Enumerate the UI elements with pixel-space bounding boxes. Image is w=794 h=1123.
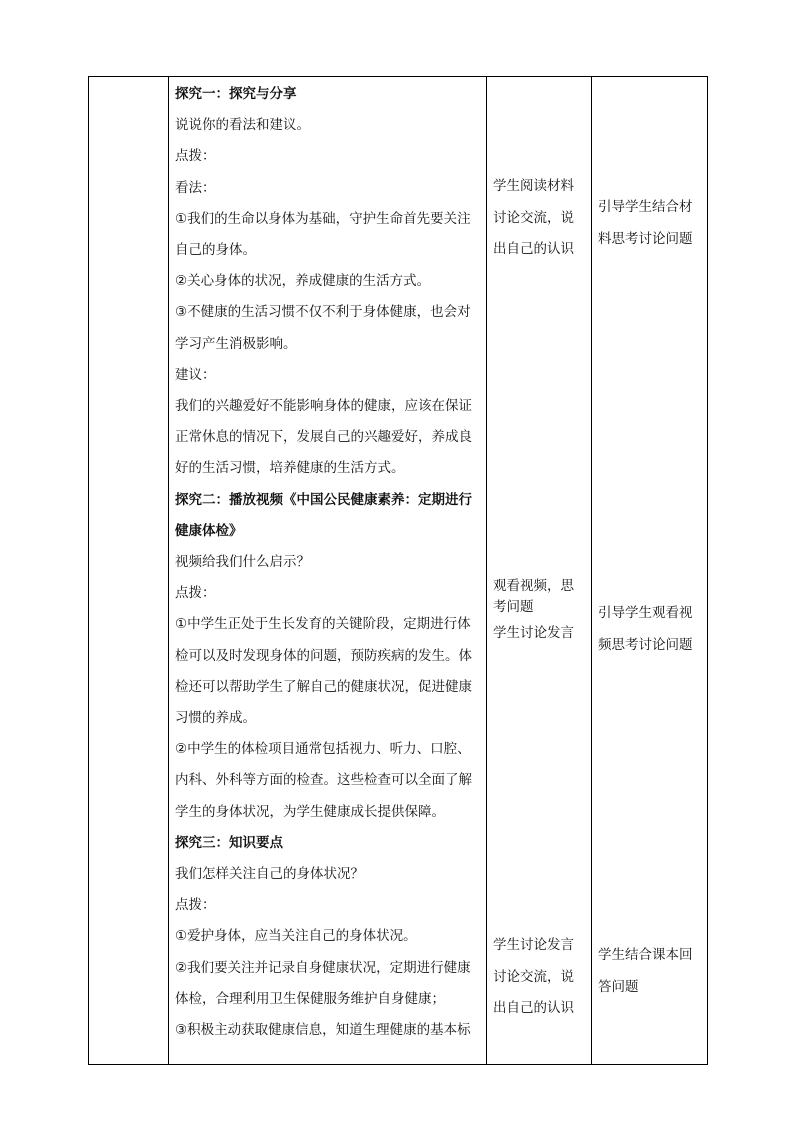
content-line: 建议： xyxy=(175,366,216,383)
student-activity-block-3 xyxy=(493,930,587,1025)
content-line: 点拨： xyxy=(175,585,216,602)
teacher-activity-block-3 xyxy=(598,940,703,1003)
content-line: 看法： xyxy=(175,179,216,196)
content-line: ③积极主动获取健康信息，知道生理健康的基本标 xyxy=(175,1022,471,1039)
teacher-line: 引导学生观看视 xyxy=(598,605,693,621)
content-line: 习惯的养成。 xyxy=(175,710,256,727)
student-line: 考问题 xyxy=(493,599,534,615)
teacher-activity-block-1 xyxy=(598,192,703,255)
teacher-line: 料思考讨论问题 xyxy=(598,230,693,247)
student-line: 出自己的认识 xyxy=(493,241,574,257)
section-heading: 探究三：知识要点 xyxy=(175,834,283,851)
content-line: 学生的身体状况，为学生健康成长提供保障。 xyxy=(175,803,445,820)
phase-cell xyxy=(89,77,169,1065)
teacher-line: 学生结合课本回 xyxy=(598,947,693,963)
content-line: 内科、外科等方面的检查。这些检查可以全面了解 xyxy=(175,772,472,789)
content-line: 点拨： xyxy=(175,148,216,165)
content-line: 点拨： xyxy=(175,897,216,914)
content-line: ①中学生正处于生长发育的关键阶段，定期进行体 xyxy=(175,616,471,633)
content-line: 好的生活习惯，培养健康的生活方式。 xyxy=(175,460,405,477)
student-line: 讨论交流，说 xyxy=(493,968,574,985)
content-line: 检还可以帮助学生了解自己的健康状况，促进健康 xyxy=(175,678,472,695)
content-cell xyxy=(169,77,487,1065)
student-activity-block-1 xyxy=(493,171,587,266)
content-line: ①我们的生命以身体为基础，守护生命首先要关注 xyxy=(175,210,471,227)
section-heading: 健康体检》 xyxy=(175,522,243,539)
content-line: ②关心身体的状况，养成健康的生活方式。 xyxy=(175,273,431,290)
student-line: 学生讨论发言 xyxy=(493,625,574,641)
content-line: 视频给我们什么启示？ xyxy=(175,554,310,571)
teacher-activity-block-2 xyxy=(598,598,703,661)
teacher-line: 引导学生结合材 xyxy=(598,199,693,215)
content-line: ③不健康的生活习惯不仅不利于身体健康，也会对 xyxy=(175,304,471,321)
content-line: ②中学生的体检项目通常包括视力、听力、口腔、 xyxy=(175,741,471,758)
section-heading: 探究二：播放视频《中国公民健康素养：定期进行 xyxy=(175,491,472,508)
section-heading: 探究一：探究与分享 xyxy=(175,86,297,102)
student-line: 学生阅读材料 xyxy=(493,178,574,194)
student-activity-block-2 xyxy=(493,576,587,649)
content-line: 检可以及时发现身体的问题，预防疾病的发生。体 xyxy=(175,647,472,664)
teacher-line: 答问题 xyxy=(598,978,639,995)
student-activity-cell xyxy=(487,77,592,1065)
teacher-line: 频思考讨论问题 xyxy=(598,636,693,653)
content-lines xyxy=(169,77,486,1046)
lesson-table xyxy=(88,76,708,1065)
student-line: 学生讨论发言 xyxy=(493,937,574,953)
content-line: 体检，合理利用卫生保健服务维护自身健康； xyxy=(175,990,445,1007)
teacher-activity-cell xyxy=(592,77,708,1065)
content-line: 学习产生消极影响。 xyxy=(175,335,297,352)
content-line: 正常休息的情况下，发展自己的兴趣爱好，养成良 xyxy=(175,429,472,446)
student-line: 讨论交流，说 xyxy=(493,209,574,226)
content-line: ②我们要关注并记录自身健康状况，定期进行健康 xyxy=(175,959,471,976)
content-line: ①爱护身体，应当关注自己的身体状况。 xyxy=(175,928,417,945)
content-line: 自己的身体。 xyxy=(175,242,256,259)
student-line: 出自己的认识 xyxy=(493,1000,574,1016)
student-line: 观看视频，思 xyxy=(493,578,574,594)
content-line: 我们怎样关注自己的身体状况？ xyxy=(175,866,364,883)
content-line: 说说你的看法和建议。 xyxy=(175,117,310,134)
content-line: 我们的兴趣爱好不能影响身体的健康，应该在保证 xyxy=(175,398,472,415)
